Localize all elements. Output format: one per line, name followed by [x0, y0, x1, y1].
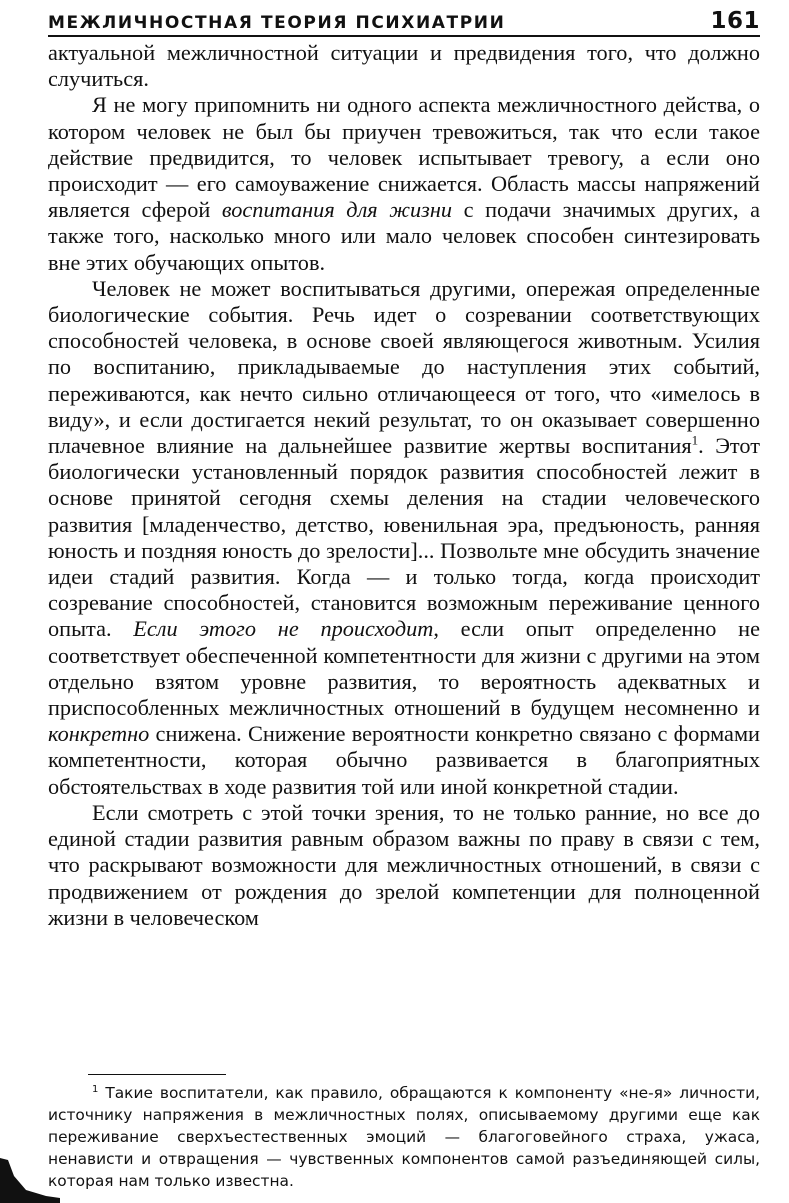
paragraph-3 [48, 276, 760, 800]
footnote-rule [88, 1074, 226, 1075]
paragraph-2 [48, 92, 760, 275]
main-text [48, 40, 760, 931]
paragraph-3-emphasis-2: конкретно [48, 721, 150, 747]
running-title: МЕЖЛИЧНОСТНАЯ ТЕОРИЯ ПСИХИАТРИИ [48, 13, 506, 33]
footnote-mark: 1 [92, 1083, 99, 1095]
footnote-reference[interactable]: 1 [691, 432, 699, 448]
paragraph-2-emphasis: воспитания для жизни [221, 197, 453, 223]
paragraph-1 [48, 40, 760, 92]
paragraph-4 [48, 800, 760, 931]
paragraph-4-text: Если смотреть с этой точки зрения, то не только ранние, но все до единой стадии развития равным образом важны по праву в связи с тем, что раскрывают возможности для межличностных отношений, в связи с продвижением от рождения до зрелой компетенции для полноценной жизни в человеческом [48, 799, 760, 930]
paragraph-3-text-b: . Этот биологически установленный порядок развития способностей лежит в основе принятой сегодня схемы деления на стадии человеческого развития [младенчество, детство, ювенильная эра, предъюность, ранняя юность и поздняя юность до зрелости]... Позвольте мне обсудить значение идеи стадий развития. Когда — и только тогда, когда происходит созревание способностей, становится возможным переживание ценного опыта. [48, 433, 760, 642]
running-head [48, 4, 760, 34]
paragraph-3-text-d: снижена. Снижение вероятности конкретно связано с формами компетентности, которая обычно развивается в благоприятных обстоятельствах в ходе развития той или иной конкретной стадии. [48, 721, 760, 799]
footnote-text: Такие воспитатели, как правило, обращаются к компоненту «не-я» личности, источнику напряжения в межличностных полях, описываемому другими еще как переживание сверхъестественных эмоций — благоговейного страха, ужаса, ненависти и отвращения — чувственных компонентов самой разъединяющей силы, которая нам только известна. [48, 1084, 760, 1190]
footnote [48, 1082, 760, 1192]
page-number: 161 [710, 8, 760, 34]
paragraph-1-text: актуальной межличностной ситуации и предвидения того, что должно случиться. [48, 40, 760, 92]
paragraph-3-text-c: , если опыт определенно не соответствует обеспеченной компетентности для жизни с другими на этом отдельно взятом уровне развития, то вероятность адекватных и приспособленных межличностных отношений в будущем несомненно и [48, 616, 761, 721]
header-rule [48, 35, 760, 37]
paragraph-2-text-b: с подачи значимых других, а также того, насколько много или мало человек способен синтезировать вне этих обучающих опытов. [48, 197, 761, 275]
paragraph-2-text-a: Я не могу припомнить ни одного аспекта межличностного действа, о котором человек не был бы приучен тревожиться, так что если такое действие предвидится, то человек испытывает тревогу, а если оно происходит — его самоуважение снижается. Область массы напряжений является сферой [48, 92, 760, 223]
scan-corner-shadow-icon [0, 1150, 60, 1203]
paragraph-3-text-a: Человек не может воспитываться другими, опережая определенные биологические события. Речь идет о созревании соответствующих способностей человека, в основе своей являющегося животным. Усилия по воспитанию, прикладываемые до наступления этих событий, переживаются, как нечто сильно отличающееся от того, что «имелось в виду», и если достигается некий результат, то он оказывает совершенно плачевное влияние на дальнейшее развитие жертвы воспитания [48, 275, 760, 459]
paragraph-3-emphasis-1: Если этого не происходит [133, 616, 434, 642]
